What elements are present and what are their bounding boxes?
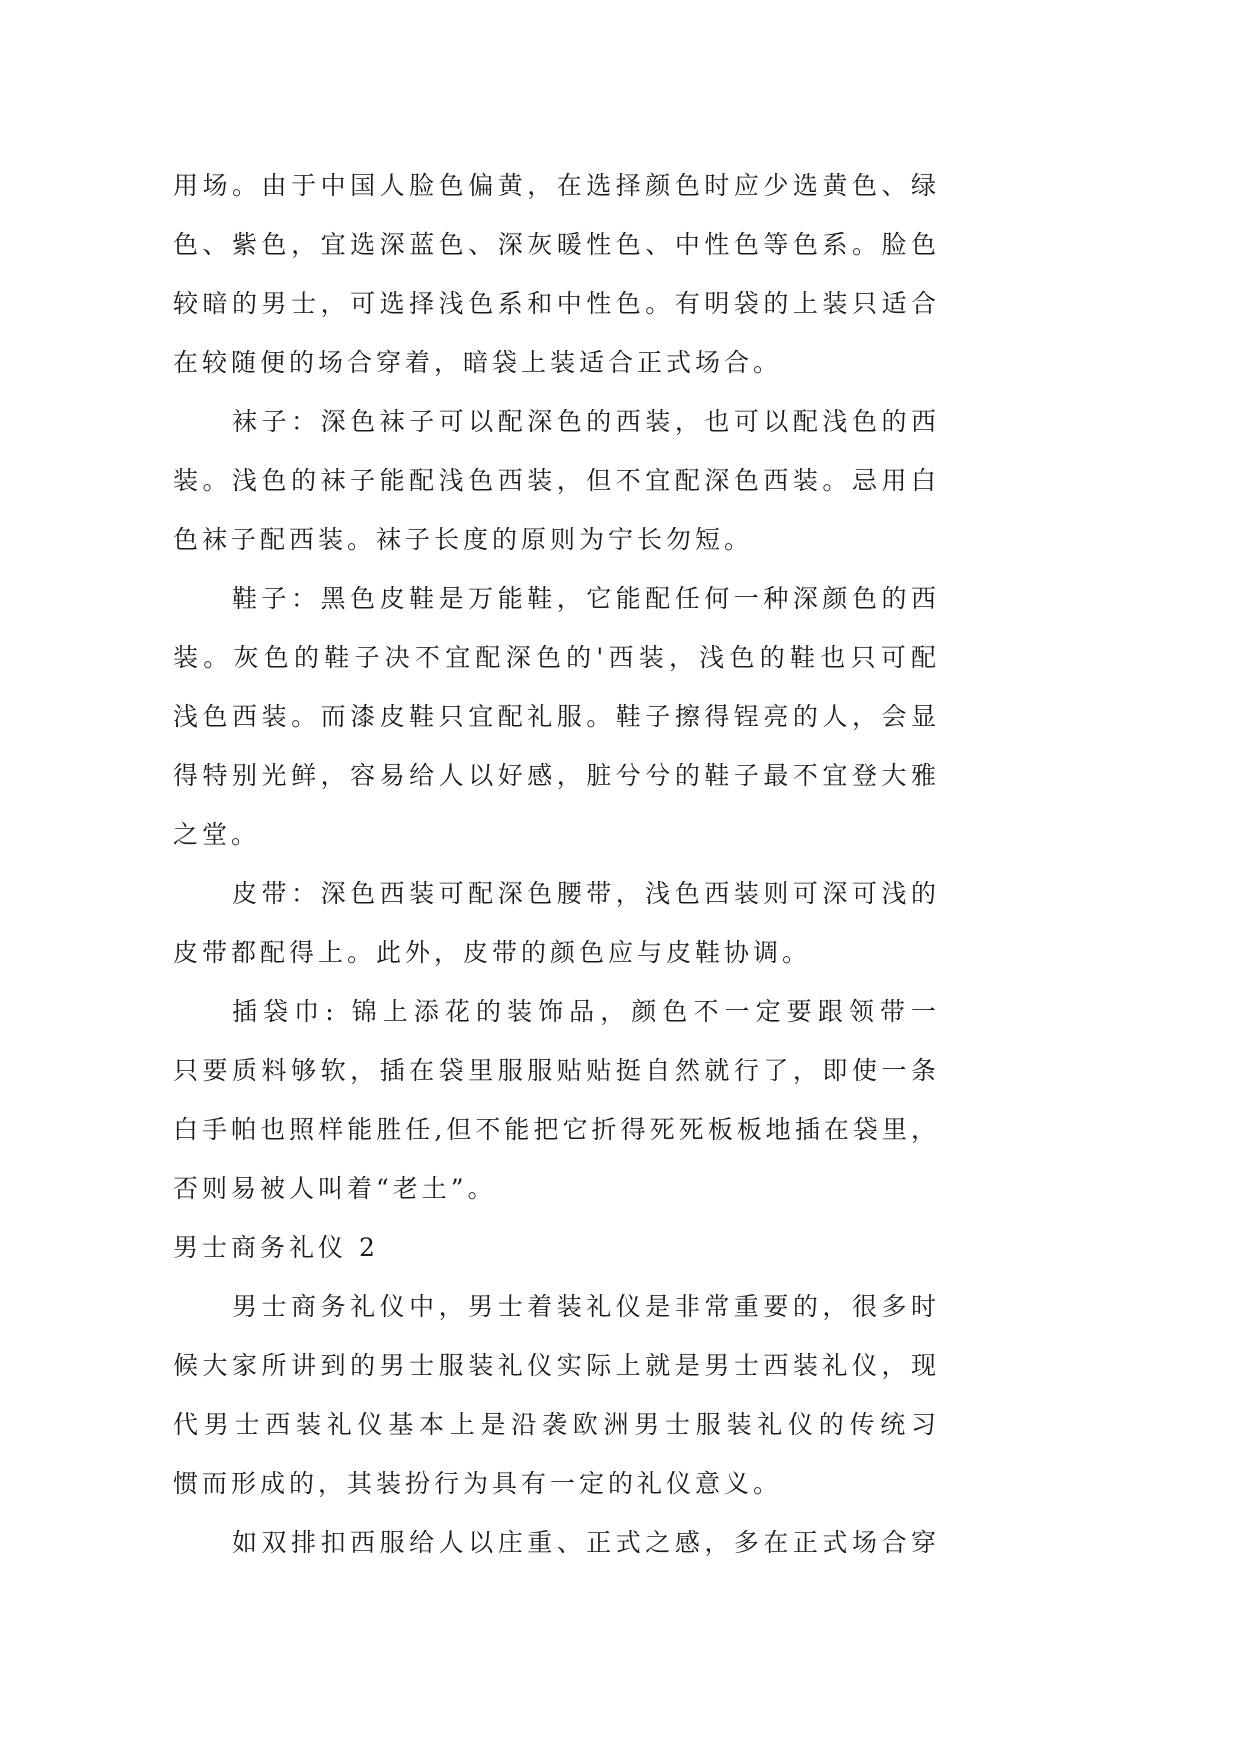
text-line: 代男士西装礼仪基本上是沿袭欧洲男士服装礼仪的传统习: [173, 1410, 940, 1439]
text-line: 装。浅色的袜子能配浅色西装，但不宜配深色西装。忌用白: [173, 466, 940, 495]
text-line: 白手帕也照样能胜任,但不能把它折得死死板板地插在袋里，: [173, 1115, 940, 1144]
text-line: 候大家所讲到的男士服装礼仪实际上就是男士西装礼仪，现: [173, 1351, 940, 1380]
text-line: 较暗的男士，可选择浅色系和中性色。有明袋的上装只适合: [173, 289, 940, 318]
paragraph-shoes: [173, 569, 1241, 864]
text-line: 鞋子：黑色皮鞋是万能鞋，它能配任何一种深颜色的西: [232, 584, 940, 613]
text-line: 皮带都配得上。此外，皮带的颜色应与皮鞋协调。: [173, 938, 812, 967]
text-line: 只要质料够软，插在袋里服服贴贴挺自然就行了，即使一条: [173, 1056, 940, 1085]
paragraph-double-breasted: [173, 1513, 1241, 1572]
text-line: 装。灰色的鞋子决不宜配深色的'西装，浅色的鞋也只可配: [173, 643, 940, 672]
text-line: 袜子：深色袜子可以配深色的西装，也可以配浅色的西: [232, 407, 940, 436]
paragraph-socks: [173, 392, 1241, 569]
paragraph-pocket-square: [173, 982, 1241, 1218]
text-line: 插袋巾: 锦上添花的装饰品，颜色不一定要跟领带一: [232, 997, 940, 1026]
text-line: 如双排扣西服给人以庄重、正式之感，多在正式场合穿: [232, 1528, 940, 1557]
text-line: 皮带：深色西装可配深色腰带，浅色西装则可深可浅的: [232, 879, 940, 908]
paragraph-suit-etiquette: [173, 1277, 1241, 1513]
section-heading: 男士商务礼仪 2: [173, 1233, 379, 1262]
text-line: 之堂。: [173, 820, 261, 849]
text-line: 男士商务礼仪中，男士着装礼仪是非常重要的，很多时: [232, 1292, 940, 1321]
text-line: 惯而形成的，其装扮行为具有一定的礼仪意义。: [173, 1469, 783, 1498]
text-line: 得特别光鲜，容易给人以好感，脏兮兮的鞋子最不宜登大雅: [173, 761, 940, 790]
text-line: 色袜子配西装。袜子长度的原则为宁长勿短。: [173, 525, 754, 554]
text-line: 色、紫色，宜选深蓝色、深灰暖性色、中性色等色系。脸色: [173, 230, 940, 259]
paragraph-color-advice: [173, 156, 1241, 392]
text-line: 浅色西装。而漆皮鞋只宜配礼服。鞋子擦得锃亮的人，会显: [173, 702, 940, 731]
text-line: 在较随便的场合穿着，暗袋上装适合正式场合。: [173, 348, 783, 377]
text-line: 否则易被人叫着“老土”。: [173, 1174, 497, 1203]
paragraph-belt: [173, 864, 1241, 982]
text-line: 用场。由于中国人脸色偏黄，在选择颜色时应少选黄色、绿: [173, 171, 940, 200]
